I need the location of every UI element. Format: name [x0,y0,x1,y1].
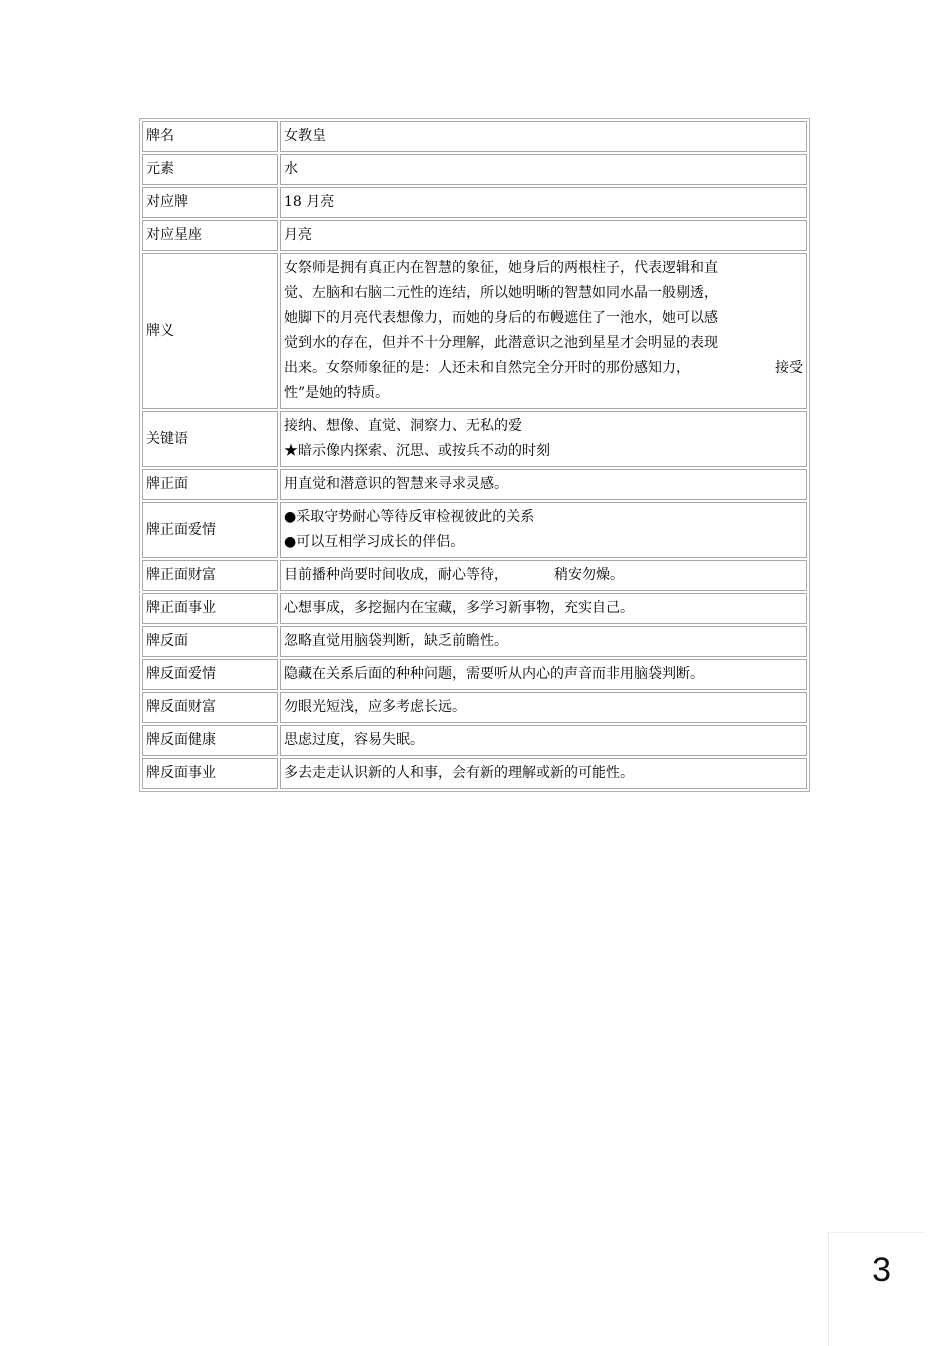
meaning-line-left: 出来。女祭师象征的是：人还未和自然完全分开时的那份感知力， [284,360,690,376]
table-row [142,502,807,558]
row-label: 牌正面财富 [142,560,278,591]
keywords-value [280,411,807,467]
row-label: 牌正面事业 [142,593,278,624]
meaning-line: 觉、左脑和右脑二元性的连结，所以她明晰的智慧如同水晶一般剔透， [284,285,718,301]
meaning-line: 觉到水的存在，但并不十分理解，此潜意识之池到星星才会明显的表现 [284,335,718,351]
table-row [142,725,807,756]
row-value: 忽略直觉用脑袋判断，缺乏前瞻性。 [280,626,807,657]
meaning-line: 性”是她的特质。 [284,385,390,401]
row-value: 用直觉和潜意识的智慧来寻求灵感。 [280,469,807,500]
table-row [142,469,807,500]
row-label: 元素 [142,154,278,185]
wealth-text-right: 稍安勿燥。 [554,567,624,583]
table-row [142,659,807,690]
row-value: 思虑过度，容易失眠。 [280,725,807,756]
row-label: 牌正面 [142,469,278,500]
page-number: 3 [872,1251,891,1289]
table-row [142,121,807,152]
meaning-line [284,356,803,381]
row-value: 水 [280,154,807,185]
row-label: 关键语 [142,411,278,467]
table-row [142,253,807,409]
table-row [142,593,807,624]
row-label: 牌反面事业 [142,758,278,789]
table-row [142,626,807,657]
row-label: 牌反面财富 [142,692,278,723]
keywords-line: ★暗示像内探索、沉思、或按兵不动的时刻 [284,443,550,459]
upright-love-value [280,502,807,558]
keywords-line: 接纳、想像、直觉、洞察力、无私的爱 [284,418,522,434]
tarot-card-table-wrapper [139,118,810,792]
row-value: 18 月亮 [280,187,807,218]
row-label: 牌反面 [142,626,278,657]
row-label: 牌名 [142,121,278,152]
table-row [142,154,807,185]
table-row [142,187,807,218]
row-value: 隐藏在关系后面的种种问题，需要听从内心的声音而非用脑袋判断。 [280,659,807,690]
row-value: 心想事成，多挖掘内在宝藏，多学习新事物，充实自己。 [280,593,807,624]
table-row [142,220,807,251]
meaning-line-right: 接受 [775,360,803,376]
table-row [142,758,807,789]
row-value: 女教皇 [280,121,807,152]
row-value: 多去走走认识新的人和事，会有新的理解或新的可能性。 [280,758,807,789]
tarot-card-table [139,118,810,792]
row-label: 对应牌 [142,187,278,218]
row-label: 牌反面爱情 [142,659,278,690]
row-label: 对应星座 [142,220,278,251]
wealth-text-left: 目前播种尚要时间收成，耐心等待， [284,567,508,583]
row-label: 牌反面健康 [142,725,278,756]
upright-wealth-value [280,560,807,591]
meaning-line: 女祭师是拥有真正内在智慧的象征，她身后的两根柱子，代表逻辑和直 [284,260,718,276]
meaning-line: 她脚下的月亮代表想像力，而她的身后的布幔遮住了一池水，她可以感 [284,310,718,326]
table-row [142,692,807,723]
page-number-box [828,1232,925,1346]
meaning-value [280,253,807,409]
table-row [142,560,807,591]
love-line: ●采取守势耐心等待反审检视彼此的关系 [284,509,535,525]
row-label: 牌正面爱情 [142,502,278,558]
table-row [142,411,807,467]
row-value: 月亮 [280,220,807,251]
love-line: ●可以互相学习成长的伴侣。 [284,534,465,550]
row-label: 牌义 [142,253,278,409]
row-value: 勿眼光短浅，应多考虑长远。 [280,692,807,723]
